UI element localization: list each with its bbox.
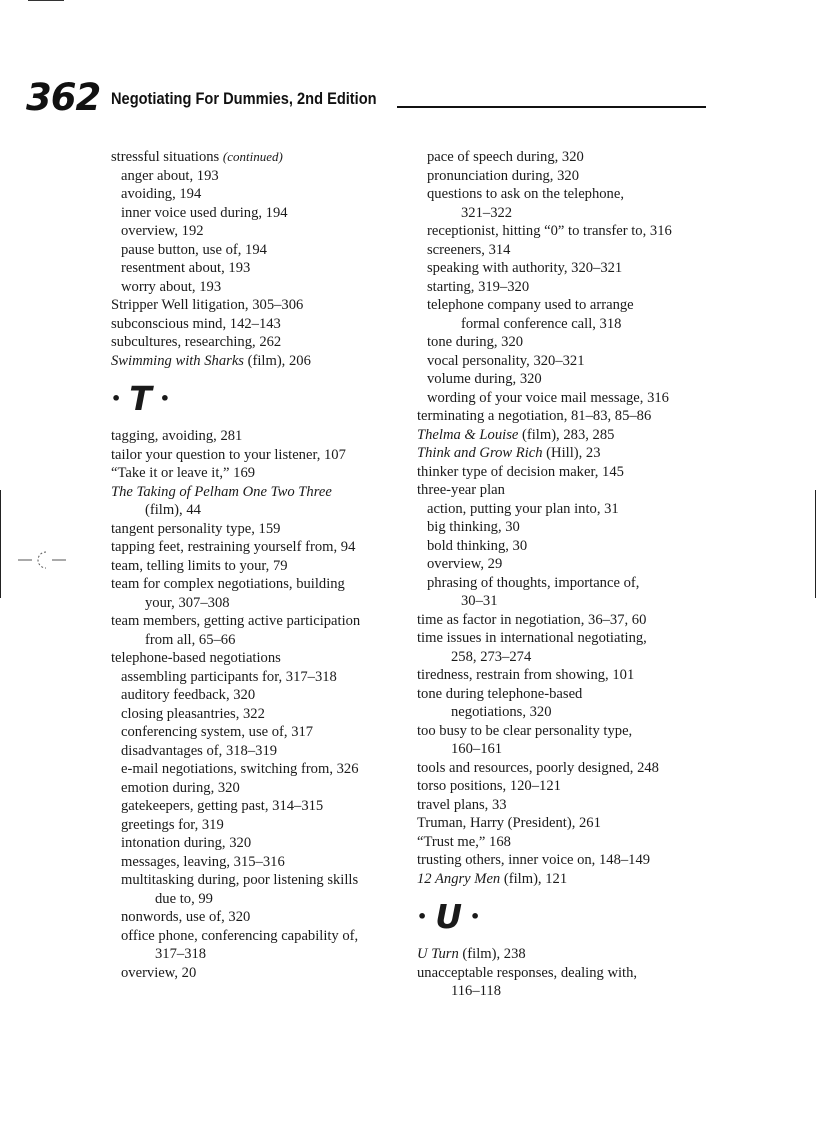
index-entry <box>417 870 717 889</box>
entry-text: conferencing system, use of, 317 <box>121 724 314 740</box>
entry-text: big thinking, 30 <box>427 519 520 535</box>
entry-text: pronunciation during, 320 <box>427 167 579 184</box>
index-entry <box>417 629 717 648</box>
entry-text: tagging, avoiding, 281 <box>111 428 243 444</box>
index-entry <box>111 464 411 483</box>
entry-text: e-mail negotiations, switching from, 326 <box>121 761 359 777</box>
entry-text: torso positions, 120–121 <box>417 778 561 794</box>
letter-heading-t <box>111 380 411 417</box>
bullet-right: • <box>159 389 170 408</box>
index-subentry <box>417 167 717 186</box>
index-entry <box>111 446 411 465</box>
entry-text: 317–318 <box>155 946 207 962</box>
index-entry <box>417 648 717 667</box>
index-subentry <box>417 148 717 167</box>
index-entry <box>417 722 717 741</box>
entry-text: screeners, 314 <box>427 241 511 258</box>
index-entry <box>417 777 717 796</box>
entry-text: gatekeepers, getting past, 314–315 <box>121 798 324 814</box>
bullet-left: • <box>111 389 122 408</box>
entry-text: trusting others, inner voice on, 148–149 <box>417 852 651 868</box>
entry-text: time issues in international negotiating, <box>417 630 647 646</box>
index-entries-t <box>111 427 411 982</box>
index-subentry <box>417 241 717 260</box>
index-entry <box>111 520 411 539</box>
index-entry <box>417 463 717 482</box>
entry-text: action, putting your plan into, 31 <box>427 500 619 517</box>
section-letter: U <box>435 897 463 936</box>
entry-text: questions to ask on the telephone, <box>427 186 624 202</box>
work-title: Thelma & Louise <box>417 426 519 443</box>
entry-text: auditory feedback, 320 <box>121 687 256 703</box>
entry-text: resentment about, 193 <box>121 260 251 276</box>
index-subentry <box>111 705 411 724</box>
entry-text: subcultures, researching, 262 <box>111 334 282 350</box>
entry-text: disadvantages of, 318–319 <box>121 742 278 759</box>
index-subentry <box>111 890 411 909</box>
index-subentry <box>417 555 717 574</box>
index-subentry <box>111 816 411 835</box>
entry-text: anger about, 193 <box>121 167 219 184</box>
entry-text: speaking with authority, 320–321 <box>427 260 623 276</box>
entry-text: messages, leaving, 315–316 <box>121 853 285 870</box>
index-column-right <box>417 148 717 1001</box>
entry-text: tone during, 320 <box>427 334 524 350</box>
entry-text: unacceptable responses, dealing with, <box>417 964 638 981</box>
bullet-right: • <box>470 907 481 926</box>
entry-text: Stripper Well litigation, 305–306 <box>111 297 304 313</box>
entry-text: greetings for, 319 <box>121 816 224 833</box>
entry-text: formal conference call, 318 <box>461 315 622 332</box>
index-entry <box>417 611 717 630</box>
index-entry <box>111 501 411 520</box>
index-subentry <box>111 871 411 890</box>
entry-text: Truman, Harry (President), 261 <box>417 815 601 831</box>
index-entry <box>417 444 717 463</box>
index-entry <box>417 426 717 445</box>
index-subentry <box>417 315 717 334</box>
entry-text: 116–118 <box>451 983 501 999</box>
index-subentry <box>417 204 717 223</box>
entry-text: (film), 283, 285 <box>518 426 615 443</box>
entry-text: pace of speech during, 320 <box>427 149 584 165</box>
entry-text: intonation during, 320 <box>121 835 252 851</box>
entry-text: terminating a negotiation, 81–83, 85–86 <box>417 408 652 424</box>
work-title: The Taking of Pelham One Two Three <box>111 483 332 500</box>
index-entry <box>417 851 717 870</box>
entry-text: overview, 29 <box>427 556 503 572</box>
index-subentry <box>417 592 717 611</box>
entry-text: inner voice used during, 194 <box>121 204 288 221</box>
index-subentry <box>417 222 717 241</box>
index-subentry <box>417 370 717 389</box>
index-entry <box>111 483 411 502</box>
index-entry <box>417 814 717 833</box>
index-subentry <box>111 908 411 927</box>
index-subentry <box>111 686 411 705</box>
index-subentry <box>111 853 411 872</box>
index-subentry <box>111 742 411 761</box>
entry-text: stressful situations <box>111 149 223 165</box>
entry-text: tangent personality type, 159 <box>111 520 281 537</box>
entry-text: closing pleasantries, 322 <box>121 705 265 722</box>
header-rule <box>397 106 706 108</box>
entry-text: time as factor in negotiation, 36–37, 60 <box>417 611 647 628</box>
registration-mark-icon <box>18 548 66 572</box>
index-entry <box>111 315 411 334</box>
index-entry <box>417 945 717 964</box>
entry-text: (film), 121 <box>500 870 568 887</box>
index-subentry <box>417 278 717 297</box>
entry-text: “Trust me,” 168 <box>417 833 511 850</box>
entry-text: (Hill), 23 <box>542 445 601 461</box>
index-subentry <box>111 222 411 241</box>
entry-text: wording of your voice mail message, 316 <box>427 389 669 406</box>
index-subentry <box>111 945 411 964</box>
index-entry <box>111 612 411 631</box>
index-subentry <box>111 668 411 687</box>
entry-text: too busy to be clear personality type, <box>417 722 633 739</box>
index-entry <box>417 982 717 1001</box>
entry-text: multitasking during, poor listening skills <box>121 872 359 888</box>
entry-text: nonwords, use of, 320 <box>121 909 251 925</box>
entry-text: telephone-based negotiations <box>111 650 281 666</box>
entry-text: team for complex negotiations, building <box>111 576 345 592</box>
index-subentry <box>111 779 411 798</box>
entry-text: tailor your question to your listener, 107 <box>111 446 346 463</box>
entry-text: tone during telephone-based <box>417 685 583 702</box>
running-head: Negotiating For Dummies, 2nd Edition <box>111 89 377 108</box>
index-subentry <box>111 204 411 223</box>
index-subentry <box>111 185 411 204</box>
entry-text: (film), 238 <box>458 946 526 962</box>
section-letter: T <box>129 379 152 418</box>
entry-text: overview, 20 <box>121 964 197 981</box>
entry-text: negotiations, 320 <box>451 704 552 720</box>
index-subentry <box>111 167 411 186</box>
index-entry <box>417 685 717 704</box>
index-entry <box>417 666 717 685</box>
entry-text: travel plans, 33 <box>417 796 507 813</box>
bullet-left: • <box>417 907 428 926</box>
index-subentry <box>111 259 411 278</box>
entry-text: emotion during, 320 <box>121 779 240 796</box>
entry-text: “Take it or leave it,” 169 <box>111 465 256 481</box>
index-entry <box>111 333 411 352</box>
index-subentry <box>111 241 411 260</box>
entry-text: 30–31 <box>461 593 498 609</box>
index-entry <box>417 796 717 815</box>
index-subentry <box>111 964 411 983</box>
index-subentry <box>417 500 717 519</box>
work-title: Swimming with Sharks <box>111 352 244 369</box>
entry-text: volume during, 320 <box>427 371 542 387</box>
index-entry <box>417 833 717 852</box>
entry-text: subconscious mind, 142–143 <box>111 315 281 332</box>
index-entry <box>111 296 411 315</box>
work-title: 12 Angry Men <box>417 870 501 887</box>
index-subentry <box>417 352 717 371</box>
index-entry <box>417 481 717 500</box>
entry-text: (film), 206 <box>243 352 311 369</box>
continued-label: (continued) <box>222 149 283 164</box>
entry-text: starting, 319–320 <box>427 278 530 295</box>
entry-text: your, 307–308 <box>145 594 230 611</box>
index-entry <box>417 407 717 426</box>
entry-text: tiredness, restrain from showing, 101 <box>417 667 635 683</box>
index-entry <box>111 148 411 167</box>
entry-text: receptionist, hitting “0” to transfer to, 316 <box>427 223 672 239</box>
index-entry <box>111 557 411 576</box>
index-entries-t-continued <box>417 148 717 888</box>
entry-text: office phone, conferencing capability of, <box>121 927 359 944</box>
entry-text: assembling participants for, 317–318 <box>121 668 337 685</box>
entry-text: bold thinking, 30 <box>427 537 528 554</box>
entry-text: team, telling limits to your, 79 <box>111 557 288 574</box>
work-title: Think and Grow Rich <box>417 445 543 461</box>
entry-text: pause button, use of, 194 <box>121 241 267 258</box>
index-entry <box>111 538 411 557</box>
entry-text: 160–161 <box>451 741 503 757</box>
entry-text: 321–322 <box>461 204 513 221</box>
work-title: U Turn <box>417 946 459 962</box>
index-entry <box>111 352 411 371</box>
entry-text: worry about, 193 <box>121 278 222 295</box>
entry-text: thinker type of decision maker, 145 <box>417 463 624 480</box>
entry-text: (film), 44 <box>145 502 201 518</box>
index-subentry <box>417 296 717 315</box>
index-subentry <box>417 333 717 352</box>
index-entry <box>111 575 411 594</box>
entry-text: vocal personality, 320–321 <box>427 352 585 369</box>
index-entry <box>417 964 717 983</box>
index-subentry <box>111 927 411 946</box>
entry-text: from all, 65–66 <box>145 631 236 648</box>
index-entry <box>111 427 411 446</box>
entry-text: tools and resources, poorly designed, 248 <box>417 759 659 776</box>
letter-heading-u <box>417 898 717 935</box>
index-entry <box>417 740 717 759</box>
entry-text: 258, 273–274 <box>451 648 532 665</box>
index-subentry <box>417 574 717 593</box>
entry-text: three-year plan <box>417 482 505 498</box>
index-subentry <box>111 760 411 779</box>
index-subentry <box>111 723 411 742</box>
index-subentry <box>111 834 411 853</box>
index-entry <box>111 631 411 650</box>
index-subentry <box>111 797 411 816</box>
index-column-left <box>111 148 411 982</box>
entry-text: due to, 99 <box>155 890 213 907</box>
page-number: 362 <box>26 76 101 119</box>
entry-text: tapping feet, restraining yourself from, 94 <box>111 539 356 555</box>
index-entry <box>417 759 717 778</box>
index-subentry <box>417 389 717 408</box>
entry-text: overview, 192 <box>121 223 204 239</box>
entry-text: phrasing of thoughts, importance of, <box>427 574 640 591</box>
index-entry <box>417 703 717 722</box>
entry-text: avoiding, 194 <box>121 186 202 202</box>
index-subentry <box>111 278 411 297</box>
index-entry <box>111 649 411 668</box>
index-entries-u <box>417 945 717 1001</box>
entry-text: telephone company used to arrange <box>427 297 634 313</box>
index-subentry <box>417 185 717 204</box>
index-entry <box>111 594 411 613</box>
index-subentry <box>417 259 717 278</box>
entry-text: team members, getting active participation <box>111 613 361 629</box>
index-subentry <box>417 537 717 556</box>
crop-mark <box>28 0 64 1</box>
index-subentry <box>417 518 717 537</box>
edge-rule-left <box>0 490 1 598</box>
index-entries-s <box>111 148 411 370</box>
